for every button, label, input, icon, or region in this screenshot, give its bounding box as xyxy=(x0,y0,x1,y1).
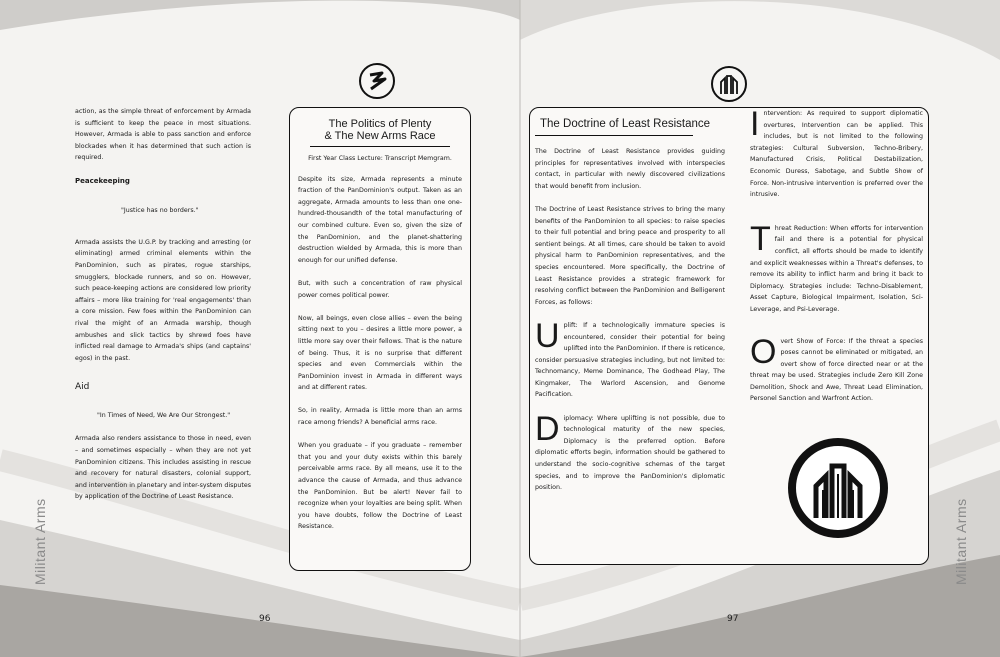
box-title-line2: & The New Arms Race xyxy=(324,130,436,142)
title-rule xyxy=(535,135,693,136)
body-paragraph: Now, all beings, even close allies – even the being sitting next to you – desires a little more power, a little more say over their fellows. That is the nature of being. Thus, it is no surprise that different species and even Commercials within the PanDominion invest in Armada in different ways and at different rates. xyxy=(298,314,462,392)
body-paragraph: Armada also renders assistance to those in need, even – and sometimes especially – when they are not yet PanDominion citizens. This includes assisting in rescue and recovery for natural disasters, colonial support, and intervention in planetary and inter-system disputes by application of the Doctrine of Least Resistance. xyxy=(75,435,251,501)
page-number-right: 97 xyxy=(727,614,739,624)
armada-emblem-icon xyxy=(359,63,395,99)
body-paragraph: But, with such a concentration of raw physical power comes political power. xyxy=(298,279,462,299)
doctrine-left-column xyxy=(535,118,725,505)
drop-cap-d: D xyxy=(535,409,560,448)
body-paragraph: Despite its size, Armada represents a minute fraction of the PanDominion's output. Taken as an aggregate, Armada amounts to less than one one-hundred-thousandth of the total manufacturing of our combined culture. Even so, given the size of the PanDominion, and the planet-shattering destruction wielded by Armada, this is more than enough for our unified defense. xyxy=(298,175,462,264)
body-paragraph: The Doctrine of Least Resistance strives to bring the many benefits of the PanDominion to all species: to raise species to their full potential and bring peace and prosperity to all sentient beings. At all times, care should be taken to avoid physical harm to PanDominion representatives, and the species encountered. More specifically, the Doctrine of Least Resistance provides a strategic framework for resolving conflict between the PanDominion and Belligerent Forces, as follows: xyxy=(535,205,725,306)
overt-paragraph: Overt Show of Force: If the threat a species poses cannot be eliminated or mitigated, an overt show of force directed near or at the threat may be used. Strategies include Zero Kill Zone Demolition, Shock and Awe, Threat Lead Elimination, Personel Sanction and Warfront Action. xyxy=(750,332,923,403)
doctrine-large-emblem-icon xyxy=(788,438,888,538)
drop-cap-u: U xyxy=(535,316,560,355)
politics-of-plenty-box xyxy=(289,107,471,571)
drop-cap-t: T xyxy=(750,219,771,258)
doctrine-right-column xyxy=(750,105,923,417)
body-paragraph: The Doctrine of Least Resistance provides guiding principles for representatives involved with interspecies contact, in particular with newly discovered civilizations that would benefit from inclusion. xyxy=(535,148,725,190)
drop-cap-i: I xyxy=(750,105,760,143)
aid-heading: Aid xyxy=(75,382,90,393)
side-label-right: Militant Arms xyxy=(953,498,969,585)
doctrine-title: The Doctrine of Least Resistance xyxy=(540,118,711,130)
box-subtitle: First Year Class Lecture: Transcript Memgram. xyxy=(308,155,452,162)
page-number-left: 96 xyxy=(259,614,271,624)
drop-cap-o: O xyxy=(750,332,777,371)
diplomacy-paragraph: Diplomacy: Where uplifting is not possible, due to technological maturity of the new species, Diplomacy is the preferred option. Before diplomatic efforts begin, information should be gathered to understand the socio-cognitive schemas of the target species, and to improve the PanDominion's diplomatic position. xyxy=(535,409,725,492)
peacekeeping-heading: Peacekeeping xyxy=(75,176,130,185)
peacekeeping-quote: "Justice has no borders." xyxy=(121,207,199,215)
side-label-left: Militant Arms xyxy=(32,498,48,585)
intervention-paragraph: Intervention: As required to support diplomatic overtures, Intervention can be applied. This includes, but is not limited to the following strategies: Cultural Subversion, Techno-Bribery, Manufactured Crisis, Political Destabilization, Economic Duress, Sabotage, and Subtle Show of Force. Non-intrusive intervention is preferred over the intrusive. xyxy=(750,105,923,199)
body-paragraph: action, as the simple threat of enforcement by Armada is sufficient to keep the peace in most situations. However, Armada is able to pass sanction and enforce blockades when it has determined that such action is required. xyxy=(75,108,251,162)
aid-quote: "In Times of Need, We Are Our Strongest." xyxy=(97,411,231,419)
body-paragraph: When you graduate – if you graduate – remember that you and your duty exists within this barely perceivable arms race. By all means, use it to the advance the cause of Armada, and thus advance the PanDominion. But be alert! Never fail to recognize when your loyalties are being split. When you have doubts, follow the Doctrine of Least Resistance. xyxy=(298,442,462,531)
body-paragraph: Armada assists the U.G.P. by tracking and arresting (or eliminating) armed criminal elements within the PanDominion, such as pirates, rogue starships, smugglers, blockade runners, and so on. However, such peace-keeping actions are considered low priority affairs – more like training for 'real engagements' than a core mission. Few foes within the PanDominion can rival the might of an Armada warship, though ambushes and slick tactics by shrewd foes have inflicted real damage to Armada's ships (and captains' egos) in the past. xyxy=(75,238,251,362)
doctrine-emblem-icon xyxy=(711,66,747,102)
box-body xyxy=(298,153,462,533)
body-paragraph: So, in reality, Armada is little more than an arms race among friends? A beneficial arms race. xyxy=(298,407,462,427)
left-text-column xyxy=(75,106,251,515)
uplift-paragraph: Uplift: If a technologically immature species is encountered, consider their potential for being uplifted into the PanDominion. If there is reticence, consider persuasive strategies including, but not limited to: Technomancy, Meme Dominance, The Godhead Play, The Kingmaker, The Warlord Ascension, and Genome Pacification. xyxy=(535,316,725,399)
doctrine-body xyxy=(535,146,725,494)
threat-paragraph: Threat Reduction: When efforts for intervention fail and there is a potential for physical conflict, all efforts should be made to identify and explicit weaknesses within a Threat's defenses, to remove its ability to inflict harm and bring it back to Diplomacy. Strategies include: Techno-Disablement, Asset Capture, Biological Impairment, Isolation, Sci-Leverage, and Psi-Leverage. xyxy=(750,219,923,313)
box-title-line1: The Politics of Plenty xyxy=(328,118,432,130)
doctrine-box xyxy=(529,107,929,565)
title-rule xyxy=(310,146,450,147)
